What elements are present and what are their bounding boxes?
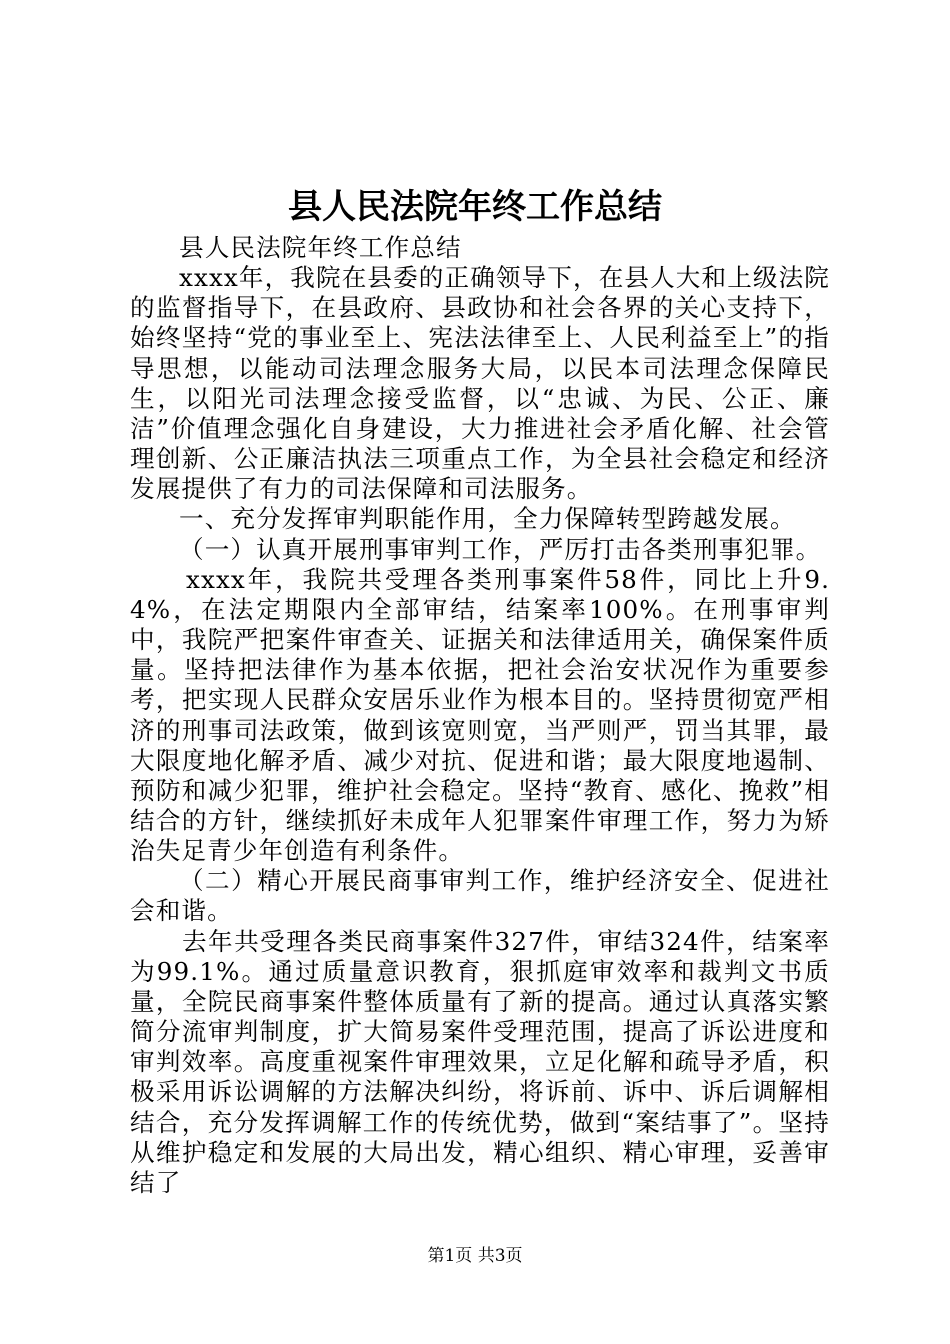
section-heading-1: 一、充分发挥审判职能作用，全力保障转型跨越发展。 (179, 504, 796, 534)
subsection-heading-criminal: （一）认真开展刑事审判工作，严厉打击各类刑事犯罪。 (179, 534, 822, 564)
document-title: 县人民法院年终工作总结 (288, 187, 662, 227)
body-paragraph-intro: xxxx年，我院在县委的正确领导下，在县人大和上级法院的监督指导下，在县政府、县政协和社会各界的关心支持下，始终坚持“党的事业至上、宪法法律至上、人民利益至上”的指导思想，以能动司法理念服务大局，以民本司法理念保障民生，以阳光司法理念接受监督，以“忠诚、为民、公正、廉洁”价值理念强化自身建设，大力推进社会矛盾化解、社会管理创新、公正廉洁执法三项重点工作，为全县社会稳定和经济发展提供了有力的司法保障和司法服务。 (130, 263, 830, 504)
body-paragraph-criminal: xxxx年，我院共受理各类刑事案件58件，同比上升9.4%，在法定期限内全部审结，结案率100%。在刑事审判中，我院严把案件审查关、证据关和法律适用关，确保案件质量。坚持把法律作为基本依据，把社会治安状况作为重要参考，把实现人民群众安居乐业作为根本目的。坚持贯彻宽严相济的刑事司法政策，做到该宽则宽，当严则严，罚当其罪，最大限度地化解矛盾、减少对抗、促进和谐；最大限度地遏制、预防和减少犯罪，维护社会稳定。坚持“教育、感化、挽救”相结合的方针，继续抓好未成年人犯罪案件审理工作，努力为矫治失足青少年创造有利条件。 (130, 564, 830, 866)
subsection-heading-civil: （二）精心开展民商事审判工作，维护经济安全、促进社会和谐。 (130, 866, 830, 926)
page-number-footer: 第1页 共3页 (427, 1246, 523, 1266)
body-paragraph-civil: 去年共受理各类民商事案件327件，审结324件，结案率为99.1%。通过质量意识教育，狠抓庭审效率和裁判文书质量，全院民商事案件整体质量有了新的提高。通过认真落实繁简分流审判制度，扩大简易案件受理范围，提高了诉讼进度和审判效率。高度重视案件审理效果，立足化解和疏导矛盾，积极采用诉讼调解的方法解决纠纷，将诉前、诉中、诉后调解相结合，充分发挥调解工作的传统优势，做到“案结事了”。坚持从维护稳定和发展的大局出发，精心组织、精心审理，妥善审结了 (130, 926, 830, 1197)
body-paragraph-subtitle: 县人民法院年终工作总结 (179, 233, 462, 262)
document-body (130, 233, 830, 1198)
